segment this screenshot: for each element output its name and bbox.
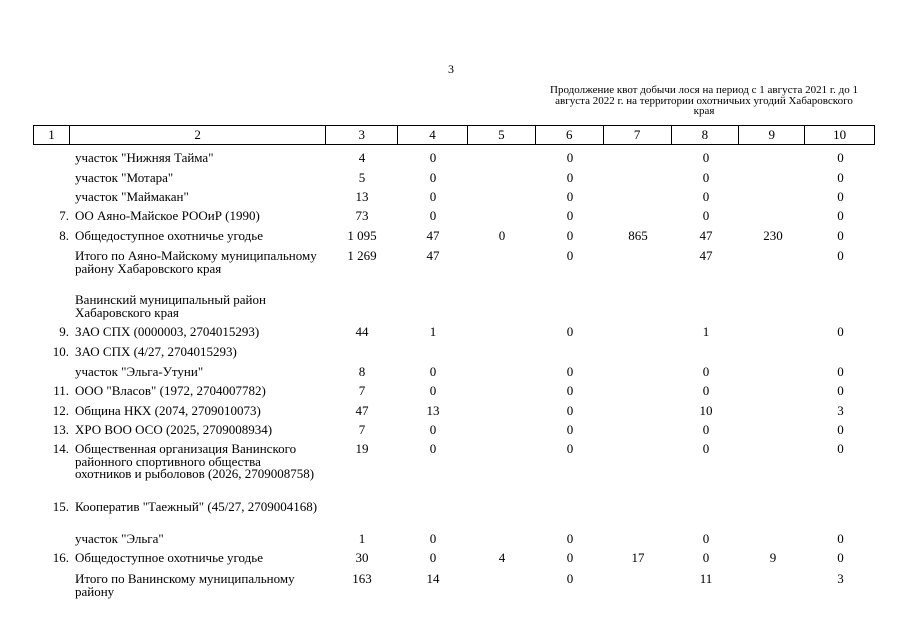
cell-col-4: 0 [429, 150, 437, 165]
table-caption: Продолжение квот добычи лося на период с 1 августа 2021 г. до 1 августа 2022 г. на территории охотничьих угодий Хабаровского края [550, 84, 858, 117]
cell-col-8: 0 [702, 531, 710, 546]
cell-col-6: 0 [566, 550, 574, 565]
cell-col-4: 0 [429, 383, 437, 398]
cell-col-8: 0 [702, 550, 710, 565]
row-name: ЗАО СПХ (4/27, 2704015293) [75, 344, 237, 359]
cell-col-8: 0 [702, 189, 710, 204]
row-name: участок "Эльга" [75, 531, 164, 546]
header-col-9: 9 [739, 126, 805, 144]
cell-col-10: 0 [837, 441, 844, 456]
row-name: Общедоступное охотничье угодье [75, 550, 263, 565]
cell-col-10: 0 [837, 228, 844, 243]
cell-col-10: 0 [837, 170, 844, 185]
row-number: 8. [59, 228, 69, 243]
cell-col-10: 0 [837, 383, 844, 398]
cell-col-3: 19 [355, 441, 369, 456]
row-name: участок "Маймакан" [75, 189, 189, 204]
row-name: Итого по Аяно-Майскому муниципальному району Хабаровского края [75, 248, 317, 276]
row-name: ООО "Власов" (1972, 2704007782) [75, 383, 266, 398]
row-number: 14. [52, 441, 69, 456]
cell-col-3: 44 [355, 324, 369, 339]
cell-col-3: 13 [355, 189, 369, 204]
row-name: ОО Аяно-Майское РООиР (1990) [75, 208, 260, 223]
cell-col-3: 4 [358, 150, 366, 165]
cell-col-10: 0 [837, 248, 844, 263]
page-number: 3 [448, 62, 454, 76]
cell-col-10: 0 [837, 550, 844, 565]
cell-col-10: 0 [837, 189, 844, 204]
cell-col-10: 0 [837, 208, 844, 223]
cell-col-4: 0 [429, 422, 437, 437]
cell-col-6: 0 [566, 248, 574, 263]
header-col-2: 2 [70, 126, 326, 144]
cell-col-3: 5 [358, 170, 366, 185]
header-col-3: 3 [326, 126, 398, 144]
cell-col-9: 9 [769, 550, 777, 565]
cell-col-10: 0 [837, 364, 844, 379]
cell-col-8: 47 [699, 248, 713, 263]
cell-col-3: 163 [352, 571, 372, 586]
cell-col-6: 0 [566, 170, 574, 185]
cell-col-5: 4 [498, 550, 506, 565]
cell-col-6: 0 [566, 189, 574, 204]
cell-col-8: 10 [699, 403, 713, 418]
cell-col-6: 0 [566, 531, 574, 546]
row-name: Общедоступное охотничье угодье [75, 228, 263, 243]
cell-col-4: 1 [429, 324, 437, 339]
cell-col-4: 47 [426, 228, 440, 243]
cell-col-4: 0 [429, 189, 437, 204]
cell-col-3: 47 [355, 403, 369, 418]
cell-col-3: 7 [358, 422, 366, 437]
row-name: участок "Мотара" [75, 170, 174, 185]
header-col-1: 1 [34, 126, 70, 144]
cell-col-3: 1 269 [347, 248, 377, 263]
row-name: ХРО ВОО ОСО (2025, 2709008934) [75, 422, 273, 437]
cell-col-10: 0 [837, 150, 844, 165]
header-col-6: 6 [536, 126, 604, 144]
row-name: участок "Эльга-Утуни" [75, 364, 204, 379]
cell-col-8: 0 [702, 150, 710, 165]
cell-col-10: 3 [837, 571, 844, 586]
cell-col-9: 230 [763, 228, 783, 243]
cell-col-3: 1 095 [347, 228, 377, 243]
cell-col-5: 0 [498, 228, 506, 243]
header-col-10: 10 [833, 127, 847, 142]
cell-col-8: 0 [702, 364, 710, 379]
cell-col-8: 0 [702, 170, 710, 185]
header-col-5: 5 [468, 126, 536, 144]
cell-col-7: 865 [628, 228, 648, 243]
cell-col-4: 13 [426, 403, 440, 418]
header-col-7: 7 [604, 126, 672, 144]
cell-col-3: 8 [358, 364, 366, 379]
cell-col-4: 0 [429, 208, 437, 223]
row-name: Община НКХ (2074, 2709010073) [75, 403, 261, 418]
cell-col-3: 7 [358, 383, 366, 398]
cell-col-6: 0 [566, 208, 574, 223]
cell-col-4: 0 [429, 364, 437, 379]
cell-col-7: 17 [631, 550, 645, 565]
cell-col-6: 0 [566, 364, 574, 379]
cell-col-6: 0 [566, 324, 574, 339]
cell-col-4: 0 [429, 531, 437, 546]
cell-col-3: 73 [355, 208, 369, 223]
row-name: Ванинский муниципальный район Хабаровского края [75, 292, 266, 320]
cell-col-8: 1 [702, 324, 710, 339]
cell-col-4: 47 [426, 248, 440, 263]
cell-col-4: 0 [429, 170, 437, 185]
row-number: 7. [59, 208, 69, 223]
header-col-4: 4 [398, 126, 468, 144]
cell-col-6: 0 [566, 441, 574, 456]
cell-col-8: 0 [702, 441, 710, 456]
row-number: 9. [59, 324, 69, 339]
row-number: 15. [52, 499, 69, 514]
row-number: 12. [52, 403, 69, 418]
cell-col-6: 0 [566, 571, 574, 586]
header-col-8: 8 [672, 126, 740, 144]
cell-col-6: 0 [566, 383, 574, 398]
row-name: Кооператив "Таежный" (45/27, 2709004168) [75, 499, 318, 514]
cell-col-6: 0 [566, 228, 574, 243]
cell-col-4: 14 [426, 571, 440, 586]
cell-col-4: 0 [429, 441, 437, 456]
row-name: участок "Нижняя Тайма" [75, 150, 214, 165]
cell-col-10: 0 [837, 422, 844, 437]
cell-col-8: 0 [702, 383, 710, 398]
row-name: Общественная организация Ванинского районного спортивного общества охотников и рыболовов (2026, 2709008758) [75, 441, 315, 481]
cell-col-10: 3 [837, 403, 844, 418]
cell-col-3: 30 [355, 550, 369, 565]
cell-col-6: 0 [566, 403, 574, 418]
row-name: Итого по Ванинскому муниципальному району [75, 571, 295, 599]
cell-col-3: 1 [358, 531, 366, 546]
row-number: 11. [53, 383, 69, 398]
cell-col-6: 0 [566, 150, 574, 165]
cell-col-10: 0 [837, 324, 844, 339]
row-number: 10. [52, 344, 69, 359]
table-header [33, 125, 875, 145]
cell-col-10: 0 [837, 531, 844, 546]
row-name: ЗАО СПХ (0000003, 2704015293) [75, 324, 260, 339]
cell-col-8: 0 [702, 422, 710, 437]
cell-col-6: 0 [566, 422, 574, 437]
row-number: 16. [52, 550, 69, 565]
cell-col-4: 0 [429, 550, 437, 565]
cell-col-8: 47 [699, 228, 713, 243]
cell-col-8: 11 [699, 571, 713, 586]
row-number: 13. [52, 422, 69, 437]
cell-col-8: 0 [702, 208, 710, 223]
